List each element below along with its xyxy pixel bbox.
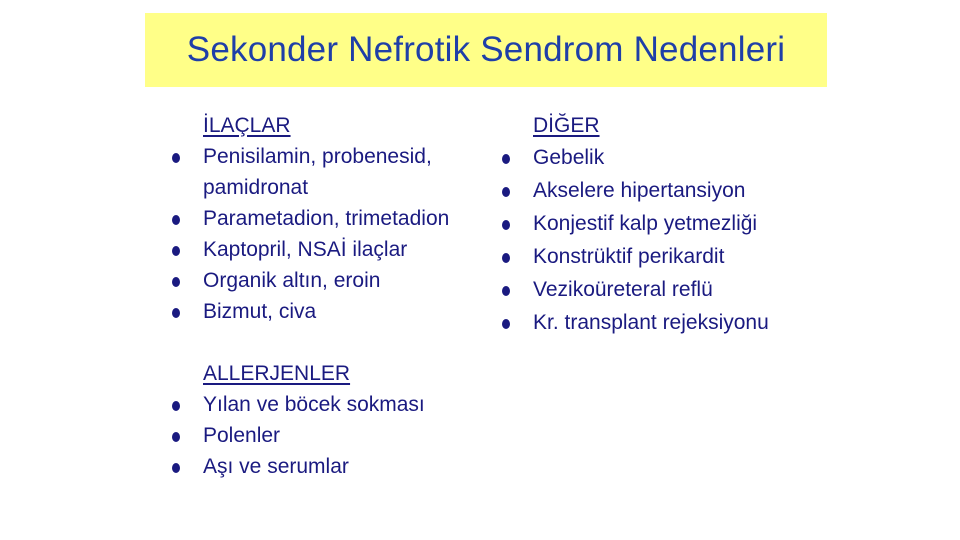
other-list: [495, 141, 835, 339]
list-item-text: Parametadion, trimetadion: [203, 207, 450, 230]
list-item-text: Polenler: [203, 424, 281, 447]
list-item-text: Akselere hipertansiyon: [533, 179, 746, 202]
allergens-heading: ALLERJENLER: [203, 362, 351, 385]
bullet-icon: [502, 220, 510, 230]
list-item: [495, 273, 835, 306]
list-item-text: Vezikoüreteral reflü: [533, 278, 713, 301]
left-column: [165, 110, 485, 482]
list-item-text: Penisilamin, probenesid, pamidronat: [203, 145, 432, 199]
right-column: [495, 110, 835, 339]
bullet-icon: [172, 153, 180, 163]
list-item-text: Organik altın, eroin: [203, 269, 381, 292]
list-item-text: Konstrüktif perikardit: [533, 245, 725, 268]
list-item: [165, 296, 485, 327]
drugs-list: [165, 141, 485, 327]
list-item: [495, 240, 835, 273]
bullet-icon: [172, 246, 180, 256]
list-item: [165, 203, 485, 234]
drugs-heading: İLAÇLAR: [203, 114, 291, 137]
title-banner: [145, 13, 827, 87]
list-item-text: Bizmut, civa: [203, 300, 317, 323]
bullet-icon: [172, 215, 180, 225]
allergens-list: [165, 389, 485, 482]
bullet-icon: [502, 319, 510, 329]
bullet-icon: [172, 401, 180, 411]
bullet-icon: [502, 187, 510, 197]
list-item-text: Konjestif kalp yetmezliği: [533, 212, 758, 235]
list-item: [165, 141, 485, 203]
list-item: [165, 234, 485, 265]
list-item: [495, 174, 835, 207]
list-item: [165, 451, 485, 482]
bullet-icon: [172, 432, 180, 442]
list-item-text: Yılan ve böcek sokması: [203, 393, 425, 416]
list-item: [165, 389, 485, 420]
bullet-icon: [172, 308, 180, 318]
bullet-icon: [502, 154, 510, 164]
list-item: [495, 306, 835, 339]
list-item-text: Kr. transplant rejeksiyonu: [533, 311, 769, 334]
bullet-icon: [502, 253, 510, 263]
list-item: [495, 141, 835, 174]
list-item: [165, 265, 485, 296]
list-item: [165, 420, 485, 451]
list-item: [495, 207, 835, 240]
list-item-text: Gebelik: [533, 146, 605, 169]
list-item-text: Kaptopril, NSAİ ilaçlar: [203, 238, 408, 261]
spacer: [165, 327, 485, 358]
bullet-icon: [172, 277, 180, 287]
slide-title: Sekonder Nefrotik Sendrom Nedenleri: [186, 30, 786, 69]
list-item-text: Aşı ve serumlar: [203, 455, 349, 478]
other-heading: DİĞER: [533, 114, 600, 137]
bullet-icon: [172, 463, 180, 473]
bullet-icon: [502, 286, 510, 296]
